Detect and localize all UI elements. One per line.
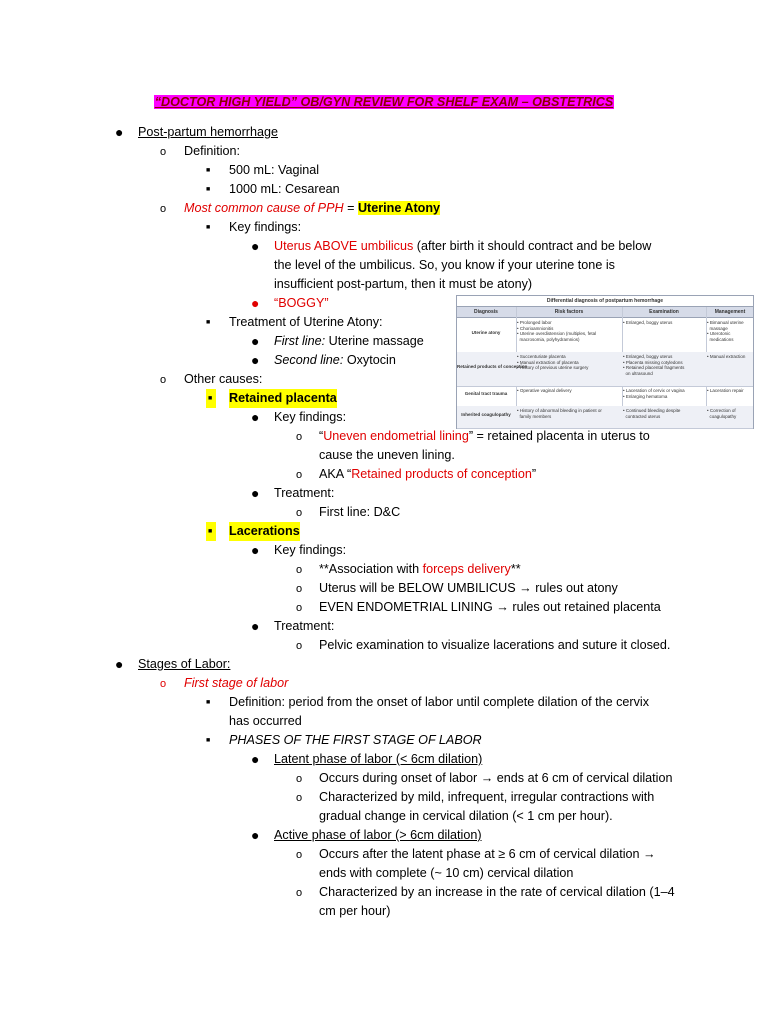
rp-treatment: Treatment: (274, 486, 335, 500)
first-stage-heading: First stage of labor (184, 676, 289, 690)
pelvic-exam: Pelvic examination to visualize lacerations and suture it closed. (319, 638, 671, 652)
table-cell: • Enlarged, boggy uterus • Placenta missing cotyledons • Retained placental fragments on ultrasound (623, 354, 685, 376)
uterus-above-line2: the level of the umbilicus. So, you know if your uterine tone is (274, 258, 615, 272)
uterus-above-line3: insufficient post-partum, then it must be atony) (274, 277, 533, 291)
circle-bullet-icon: o (296, 583, 303, 595)
circle-bullet-icon: o (160, 374, 167, 386)
table-cell: Retained products of conception (457, 363, 528, 369)
table-header-cell: Management (714, 309, 746, 315)
first-stage-definition-line2: has occurred (229, 714, 302, 728)
table-cell: • Bimanual uterine massage • Uterotonic medications (707, 320, 744, 342)
lacerations-heading: Lacerations (229, 522, 300, 541)
other-causes: Other causes: (184, 372, 263, 386)
square-bullet-icon: ■ (206, 186, 211, 193)
active-occurs-line2: ends with complete (~ 10 cm) cervical dilation (319, 866, 574, 880)
circle-bullet-icon: o (296, 887, 303, 899)
lac-key-findings: Key findings: (274, 543, 347, 557)
uneven-lining: “Uneven endometrial lining” = retained placenta in uterus to (319, 429, 650, 443)
even-lining: EVEN ENDOMETRIAL LINING → rules out retained placenta (319, 600, 661, 614)
first-line-treatment: First line: Uterine massage (274, 334, 424, 348)
pph-differential-table (456, 295, 754, 429)
forceps-association: **Association with forceps delivery** (319, 562, 521, 576)
table-caption: Differential diagnosis of postpartum hemorrhage (457, 296, 753, 307)
table-cell: Uterine atony (471, 329, 501, 335)
table-cell: Genital tract trauma (464, 390, 508, 396)
rp-first-line: First line: D&C (319, 505, 401, 519)
square-bullet-icon: ■ (206, 522, 216, 541)
bullet-dot-icon: ● (115, 124, 124, 140)
aka-retained-products: AKA “Retained products of conception” (319, 467, 537, 481)
phases-heading: PHASES OF THE FIRST STAGE OF LABOR (229, 733, 482, 747)
active-occurs: Occurs after the latent phase at ≥ 6 cm of cervical dilation → (319, 847, 656, 861)
bullet-dot-icon: ● (251, 751, 260, 767)
table-cell: • Enlarged, boggy uterus (623, 320, 673, 325)
table-row (457, 318, 753, 353)
square-bullet-icon: ■ (206, 319, 211, 326)
section-heading-labor: Stages of Labor: (138, 657, 231, 671)
most-common-cause: Most common cause of PPH = Uterine Atony (184, 201, 441, 215)
table-cell: • Succenturiate placenta • Manual extraction of placenta • History of previous uterine surgery (517, 354, 589, 370)
treatment-atony: Treatment of Uterine Atony: (229, 315, 383, 329)
bullet-dot-icon: ● (251, 618, 260, 634)
bullet-dot-icon: ● (115, 656, 124, 672)
atony-key-findings: Key findings: (229, 220, 302, 234)
table-cell: • Operative vaginal delivery (517, 388, 572, 393)
circle-bullet-icon: o (296, 640, 303, 652)
active-characterized: Characterized by an increase in the rate of cervical dilation (1–4 (319, 885, 675, 899)
def-cesarean: 1000 mL: Cesarean (229, 182, 340, 196)
table-cell: • Laceration repair (707, 388, 744, 393)
def-vaginal: 500 mL: Vaginal (229, 163, 320, 177)
active-phase: Active phase of labor (> 6cm dilation) (274, 828, 482, 842)
latent-characterized: Characterized by mild, infrequent, irregular contractions with (319, 790, 655, 804)
latent-characterized-line2: gradual change in cervical dilation (< 1 cm per hour). (319, 809, 613, 823)
active-characterized-line2: cm per hour) (319, 904, 391, 918)
rp-key-findings: Key findings: (274, 410, 347, 424)
table-cell: • Correction of coagulopathy (707, 408, 737, 419)
table-cell: • History of abnormal bleeding in patient or family members (517, 408, 602, 419)
document-title: “DOCTOR HIGH YIELD” OB/GYN REVIEW FOR SHELF EXAM – OBSTETRICS (154, 95, 614, 109)
bullet-dot-icon: ● (251, 485, 260, 501)
table-cell: • Laceration of cervix or vagina • Enlarging hematoma (623, 388, 685, 399)
table-row (457, 406, 753, 429)
table-cell: • Continued bleeding despite contracted uterus (623, 408, 681, 419)
table-header-cell: Risk factors (554, 309, 584, 315)
square-bullet-icon: ■ (206, 389, 216, 408)
section-heading-pph: Post-partum hemorrhage (138, 125, 278, 139)
circle-bullet-icon: o (160, 203, 167, 215)
uterus-above-umbilicus: Uterus ABOVE umbilicus (after birth it should contract and be below (274, 239, 652, 253)
table-header-cell: Diagnosis (474, 309, 498, 315)
table-header-cell: Examination (649, 309, 679, 315)
circle-bullet-icon: o (296, 602, 303, 614)
table-cell: • Manual extraction (707, 354, 746, 359)
second-line-treatment: Second line: Oxytocin (274, 353, 396, 367)
bullet-dot-icon: ● (251, 352, 260, 368)
circle-bullet-icon: o (296, 792, 303, 804)
circle-bullet-icon: o (160, 146, 167, 158)
uneven-lining-line2: cause the uneven lining. (319, 448, 455, 462)
bullet-dot-icon: ● (251, 295, 260, 311)
circle-bullet-icon: o (296, 564, 303, 576)
definition-label: Definition: (184, 144, 241, 158)
square-bullet-icon: ■ (206, 167, 211, 174)
circle-bullet-icon: o (296, 773, 303, 785)
latent-onset: Occurs during onset of labor → ends at 6 cm of cervical dilation (319, 771, 673, 785)
latent-phase: Latent phase of labor (< 6cm dilation) (274, 752, 483, 766)
square-bullet-icon: ■ (206, 699, 211, 706)
first-stage-definition: Definition: period from the onset of labor until complete dilation of the cervix (229, 695, 650, 709)
lac-treatment: Treatment: (274, 619, 335, 633)
bullet-dot-icon: ● (251, 238, 260, 254)
circle-bullet-icon: o (296, 849, 303, 861)
table-row (457, 386, 753, 407)
boggy-note: “BOGGY” (274, 296, 329, 310)
retained-placenta-heading: Retained placenta (229, 389, 337, 408)
table-cell: • Prolonged labor • Chorioamnionitis • Uterine overdistension (multiples, fetal macrosomia, polyhydramnios) (517, 320, 597, 342)
table-header-row (457, 307, 753, 318)
circle-bullet-icon: o (296, 431, 303, 443)
circle-bullet-icon: o (160, 678, 167, 690)
bullet-dot-icon: ● (251, 333, 260, 349)
circle-bullet-icon: o (296, 469, 303, 481)
square-bullet-icon: ■ (206, 737, 211, 744)
table-row (457, 352, 753, 387)
bullet-dot-icon: ● (251, 542, 260, 558)
bullet-dot-icon: ● (251, 827, 260, 843)
circle-bullet-icon: o (296, 507, 303, 519)
table-cell: Inherited coagulopathy (461, 411, 511, 417)
below-umbilicus: Uterus will be BELOW UMBILICUS → rules out atony (319, 581, 618, 595)
square-bullet-icon: ■ (206, 224, 211, 231)
bullet-dot-icon: ● (251, 409, 260, 425)
